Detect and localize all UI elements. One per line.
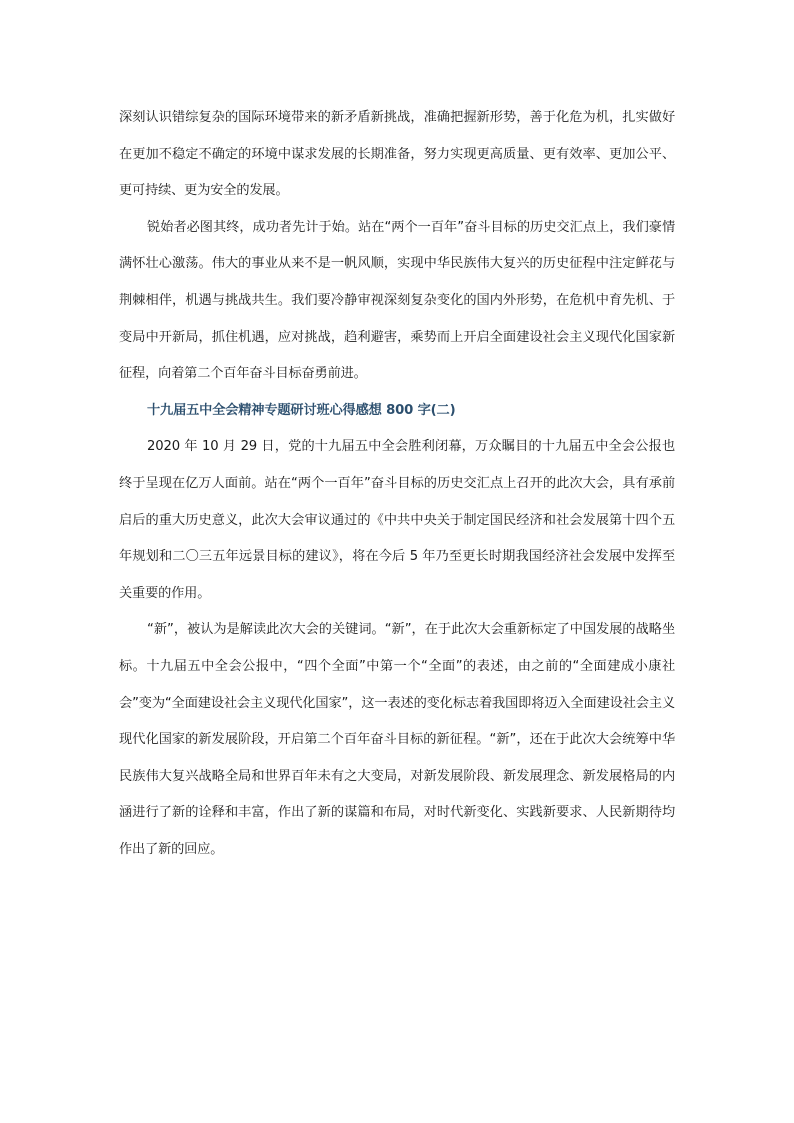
body-paragraph-3: 2020 年 10 月 29 日，党的十九届五中全会胜利闭幕，万众瞩目的十九届五中全会公报也终于呈现在亿万人面前。站在“两个一百年”奋斗目标的历史交汇点上召开的此次大会，具有承前启后的重大历史意义，此次大会审议通过的《中共中央关于制定国民经济和社会发展第十四个五年规划和二〇三五年远景目标的建议》，将在今后 5 年乃至更长时期我国经济社会发展中发挥至关重要的作用。 bbox=[119, 439, 675, 601]
document-body bbox=[119, 100, 675, 868]
section-heading: 十九届五中全会精神专题研讨班心得感想 800 字(二) bbox=[147, 402, 456, 418]
body-paragraph-2: 锐始者必图其终，成功者先计于始。站在“两个一百年”奋斗目标的历史交汇点上，我们豪情满怀壮心激荡。伟大的事业从来不是一帆风顺，实现中华民族伟大复兴的历史征程中注定鲜花与荆棘相伴，机遇与挑战共生。我们要冷静审视深刻复杂变化的国内外形势，在危机中育先机、于变局中开新局，抓住机遇，应对挑战，趋利避害，乘势而上开启全面建设社会主义现代化国家新征程，向着第二个百年奋斗目标奋勇前进。 bbox=[119, 219, 675, 382]
body-paragraph-4: “新”，被认为是解读此次大会的关键词。“新”，在于此次大会重新标定了中国发展的战略坐标。十九届五中全会公报中，“四个全面”中第一个“全面”的表述，由之前的“全面建成小康社会”变为“全面建设社会主义现代化国家”，这一表述的变化标志着我国即将迈入全面建设社会主义现代化国家的新发展阶段，开启第二个百年奋斗目标的新征程。“新”，还在于此次大会统筹中华民族伟大复兴战略全局和世界百年未有之大变局，对新发展阶段、新发展理念、新发展格局的内涵进行了新的诠释和丰富，作出了新的谋篇和布局，对时代新变化、实践新要求、人民新期待均作出了新的回应。 bbox=[119, 622, 675, 857]
body-paragraph-1: 深刻认识错综复杂的国际环境带来的新矛盾新挑战，准确把握新形势，善于化危为机，扎实做好在更加不稳定不确定的环境中谋求发展的长期准备，努力实现更高质量、更有效率、更加公平、更可持续、更为安全的发展。 bbox=[119, 110, 675, 199]
